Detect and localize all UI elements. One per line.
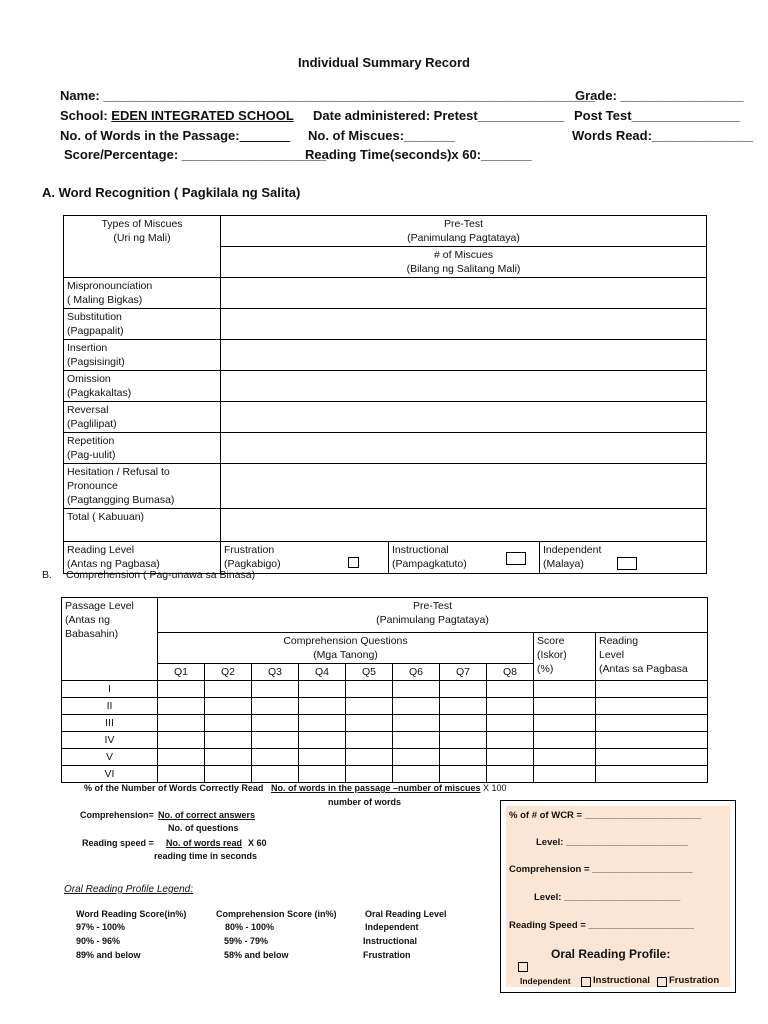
score-percentage-field[interactable]: Score/Percentage: ____________________ xyxy=(64,147,327,162)
legend-col-word-reading: Word Reading Score(in%) xyxy=(76,909,187,919)
profile-frustration-label: Frustration xyxy=(669,975,720,986)
wcr-field[interactable]: % of # of WCR = ______________________ xyxy=(509,810,701,821)
table-row xyxy=(64,371,707,402)
word-recognition-table xyxy=(63,215,707,574)
level-label: I xyxy=(62,681,158,698)
comprehension-formula-denominator: No. of questions xyxy=(168,823,239,833)
reading-level-label: Reading Level (Antas ng Pagbasa) xyxy=(64,542,221,574)
table-row xyxy=(62,715,708,732)
reading-time-field[interactable]: Reading Time(seconds)x 60:_______ xyxy=(305,147,532,162)
table-row xyxy=(62,681,708,698)
independent-option: Independent (Malaya) xyxy=(540,542,707,574)
wcr-formula-numerator: No. of words in the passage –number of miscues xyxy=(271,783,481,793)
legend-cell: Instructional xyxy=(363,936,418,946)
words-in-passage-label: No. of Words in the Passage: xyxy=(60,128,240,143)
words-in-passage-field[interactable] xyxy=(60,128,290,143)
score-header: Score (Iskor) (%) xyxy=(534,633,596,681)
level-label: V xyxy=(62,749,158,766)
miscue-count-cell[interactable] xyxy=(221,464,707,509)
legend-cell: 90% - 96% xyxy=(76,936,121,946)
q-header: Q6 xyxy=(393,664,440,681)
miscue-type: Hesitation / Refusal to Pronounce (Pagtangging Bumasa) xyxy=(64,464,221,509)
profile-instructional-label: Instructional xyxy=(593,975,651,986)
table-row xyxy=(64,402,707,433)
legend-cell: Frustration xyxy=(363,950,411,960)
name-field[interactable]: Name: ____________________________________________________________________ xyxy=(60,88,595,103)
speed-formula-label: Reading speed = xyxy=(82,838,154,848)
miscue-count-cell[interactable] xyxy=(221,433,707,464)
legend-cell: 97% - 100% xyxy=(76,922,126,932)
frustration-checkbox[interactable] xyxy=(657,977,667,987)
grade-field[interactable]: Grade: _________________ xyxy=(575,88,744,103)
miscue-type: Reversal (Paglilipat) xyxy=(64,402,221,433)
table-row xyxy=(62,749,708,766)
table-row xyxy=(64,278,707,309)
reading-speed-field[interactable]: Reading Speed = ____________________ xyxy=(509,920,695,931)
frustration-checkbox[interactable] xyxy=(348,557,359,568)
legend-cell: 58% and below xyxy=(224,950,289,960)
section-b-heading: Comprehension ( Pag-unawa sa Binasa) xyxy=(66,569,256,581)
instructional-checkbox[interactable] xyxy=(581,977,591,987)
table-row xyxy=(64,309,707,340)
miscues-header: # of Miscues (Bilang ng Salitang Mali) xyxy=(221,247,707,278)
miscue-type: Mispronounciation ( Maling Bigkas) xyxy=(64,278,221,309)
reading-level-header: Reading Level (Antas sa Pagbasa xyxy=(596,633,708,681)
pretest-header: Pre-Test (Panimulang Pagtataya) xyxy=(158,598,708,633)
level-field[interactable]: Level: ______________________ xyxy=(534,892,681,903)
miscue-count-cell[interactable] xyxy=(221,309,707,340)
page-title: Individual Summary Record xyxy=(298,55,470,70)
q-header: Q3 xyxy=(252,664,299,681)
date-administered-field[interactable]: Date administered: Pretest____________ xyxy=(313,108,565,123)
comprehension-table xyxy=(61,597,708,783)
level-label: III xyxy=(62,715,158,732)
total-cell[interactable] xyxy=(221,509,707,542)
words-in-passage-blank: _______ xyxy=(239,128,291,143)
miscue-type: Omission (Pagkakaltas) xyxy=(64,371,221,402)
table-row xyxy=(64,509,707,542)
q-header: Q1 xyxy=(158,664,205,681)
legend-col-comprehension: Comprehension Score (in%) xyxy=(216,909,337,919)
wcr-formula-denominator: number of words xyxy=(328,797,402,807)
legend-title: Oral Reading Profile Legend: xyxy=(64,884,193,895)
words-read-field[interactable]: Words Read:______________ xyxy=(572,128,754,143)
level-label: VI xyxy=(62,766,158,783)
miscue-count-cell[interactable] xyxy=(221,402,707,433)
miscue-type: Repetition (Pag-uulit) xyxy=(64,433,221,464)
miscue-count-cell[interactable] xyxy=(221,340,707,371)
oral-reading-profile-title: Oral Reading Profile: xyxy=(551,947,671,961)
level-label: II xyxy=(62,698,158,715)
table-row xyxy=(62,766,708,783)
profile-checkbox[interactable] xyxy=(518,962,528,972)
pretest-header: Pre-Test (Panimulang Pagtataya) xyxy=(221,216,707,247)
section-a-heading: A. Word Recognition ( Pagkilala ng Salita) xyxy=(42,185,301,200)
table-row xyxy=(64,433,707,464)
miscue-type: Insertion (Pagsisingit) xyxy=(64,340,221,371)
level-label: IV xyxy=(62,732,158,749)
legend-cell: 59% - 79% xyxy=(224,936,269,946)
comprehension-field[interactable]: Comprehension = ___________________ xyxy=(509,864,693,875)
legend-col-level: Oral Reading Level xyxy=(365,909,447,919)
q-header: Q7 xyxy=(440,664,487,681)
miscues-field[interactable]: No. of Miscues:_______ xyxy=(308,128,455,143)
questions-header: Comprehension Questions (Mga Tanong) xyxy=(158,633,534,664)
q-header: Q8 xyxy=(487,664,534,681)
oral-reading-profile-box xyxy=(500,800,736,993)
total-label: Total ( Kabuuan) xyxy=(64,509,221,542)
profile-independent-label: Independent xyxy=(520,976,571,986)
school-label: School: xyxy=(60,108,108,123)
table-row xyxy=(62,732,708,749)
frustration-option: Frustration (Pagkabigo) xyxy=(221,542,389,574)
speed-formula-multiplier: X 60 xyxy=(248,838,267,848)
school-field[interactable] xyxy=(60,108,294,123)
speed-formula-numerator: No. of words read xyxy=(166,838,243,848)
comprehension-formula-numerator: No. of correct answers xyxy=(158,810,256,820)
miscue-count-cell[interactable] xyxy=(221,371,707,402)
miscue-count-cell[interactable] xyxy=(221,278,707,309)
section-b-letter: B. xyxy=(42,569,52,581)
speed-formula-denominator: reading time in seconds xyxy=(154,851,258,861)
q-header: Q5 xyxy=(346,664,393,681)
passage-level-header: Passage Level (Antas ng Babasahin) xyxy=(62,598,158,681)
miscue-type: Substitution (Pagpapalit) xyxy=(64,309,221,340)
level-field[interactable]: Level: _______________________ xyxy=(536,837,688,848)
q-header: Q2 xyxy=(205,664,252,681)
types-header: Types of Miscues (Uri ng Mali) xyxy=(64,216,221,278)
comprehension-formula-label: Comprehension= xyxy=(80,810,154,820)
wcr-formula-multiplier: X 100 xyxy=(483,783,507,793)
instructional-checkbox[interactable] xyxy=(506,552,526,565)
legend-cell: Independent xyxy=(365,922,419,932)
independent-checkbox[interactable] xyxy=(617,557,637,570)
table-row xyxy=(64,464,707,509)
table-row xyxy=(64,340,707,371)
wcr-formula-label: % of the Number of Words Correctly Read xyxy=(84,783,264,793)
q-header: Q4 xyxy=(299,664,346,681)
instructional-option: Instructional (Pampagkatuto) xyxy=(389,542,540,574)
table-row xyxy=(62,698,708,715)
legend-cell: 80% - 100% xyxy=(225,922,275,932)
school-value: EDEN INTEGRATED SCHOOL xyxy=(111,108,294,123)
legend-cell: 89% and below xyxy=(76,950,141,960)
post-test-field[interactable]: Post Test_______________ xyxy=(574,108,740,123)
